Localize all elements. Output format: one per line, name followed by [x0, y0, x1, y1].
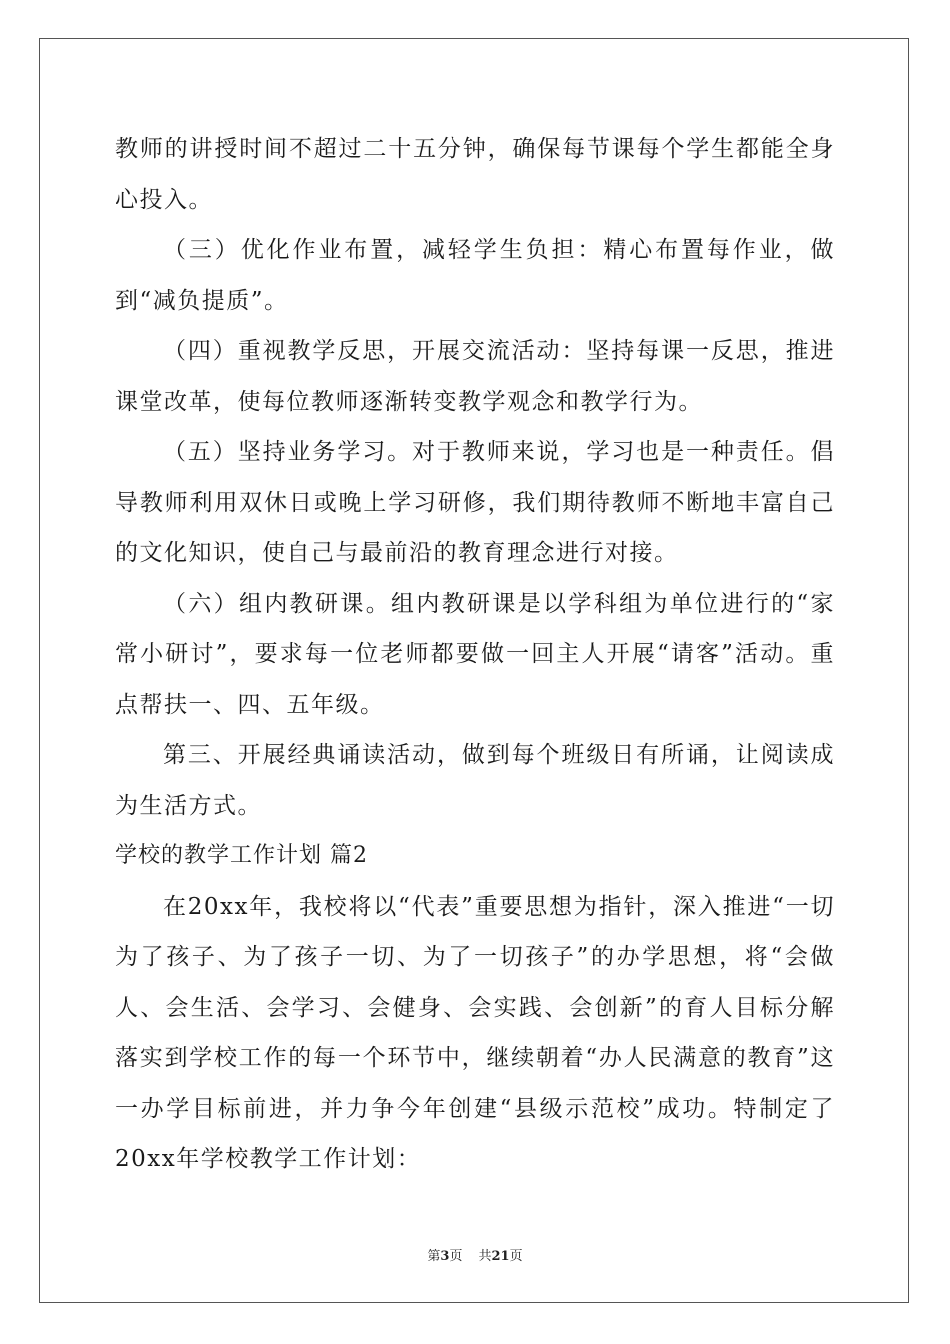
page-total: 21: [491, 1249, 510, 1264]
paragraph-6: 第三、开展经典诵读活动，做到每个班级日有所诵，让阅读成为生活方式。: [115, 742, 835, 819]
page-prefix: 第: [427, 1249, 441, 1264]
paragraph-4: （五）坚持业务学习。对于教师来说，学习也是一种责任。倡导教师利用双休日或晚上学习研修，我们期待教师不断地丰富自己的文化知识，使自己与最前沿的教育理念进行对接。: [115, 439, 835, 566]
paragraph-5: （六）组内教研课。组内教研课是以学科组为单位进行的“家常小研讨”，要求每一位老师都要做一回主人开展“请客”活动。重点帮扶一、四、五年级。: [115, 590, 835, 718]
total-suffix: 页: [509, 1249, 523, 1264]
paragraph-1: 教师的讲授时间不超过二十五分钟，确保每节课每个学生都能全身心投入。: [115, 136, 835, 213]
paragraph-3: （四）重视教学反思，开展交流活动：坚持每课一反思，推进课堂改革，使每位教师逐渐转变教学观念和教学行为。: [115, 338, 835, 415]
section-heading: 学校的教学工作计划 篇2: [115, 843, 368, 868]
document-body: [115, 124, 835, 1185]
total-prefix: 共: [478, 1249, 492, 1264]
page-suffix: 页: [449, 1249, 463, 1264]
page-footer: [0, 1245, 950, 1264]
section-paragraph: 在20xx年，我校将以“代表”重要思想为指针，深入推进“一切为了孩子、为了孩子一切、为了一切孩子”的办学思想，将“会做人、会生活、会学习、会健身、会实践、会创新”的育人目标分解落实到学校工作的每一个环节中，继续朝着“办人民满意的教育”这一办学目标前进，并力争今年创建“县级示范校”成功。特制定了20xx年学校教学工作计划：: [115, 893, 835, 1172]
paragraph-2: （三）优化作业布置，减轻学生负担：精心布置每作业，做到“减负提质”。: [115, 237, 835, 314]
page-number: 3: [440, 1249, 450, 1264]
